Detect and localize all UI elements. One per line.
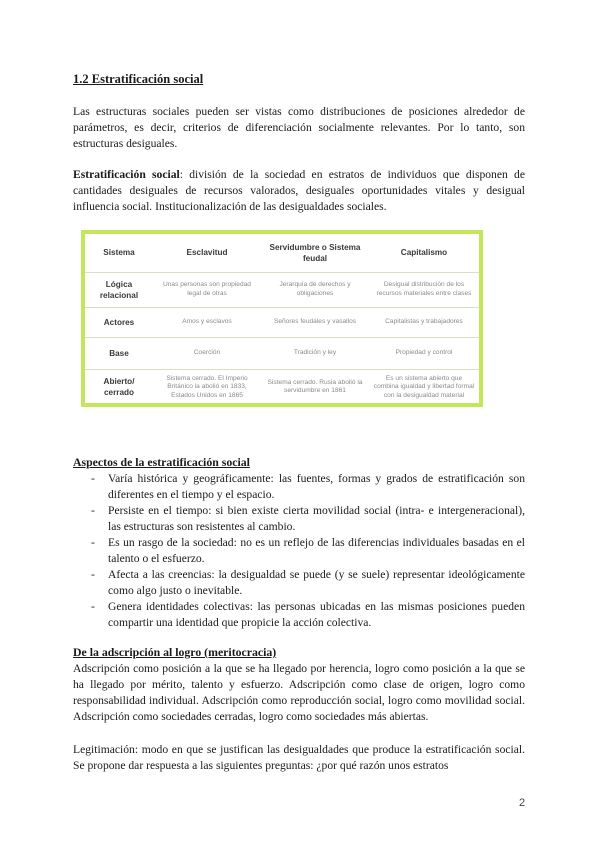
list-item [73,567,525,599]
table-cell: Sistema cerrado. Rusia abolió la servidumbre en 1861 [267,378,363,395]
table-row [85,272,479,307]
bullet-dash: - [91,472,95,485]
table-cell: Desigual distribución de los recursos materiales entre clases [369,272,479,307]
table-row [85,307,479,337]
table-row-label: Abierto/ cerrado [103,377,135,398]
table-cell: Señores feudales y vasallos [261,307,369,337]
definition-text: : división de la sociedad en estratos de individuos que disponen de cantidades desiguales de recursos valorados, desiguales oportunidades vitales y desigual influencia social. Institucionalización de las desigualdades sociales. [73,168,525,213]
legitimation-paragraph: Legitimación: modo en que se justifican las desigualdades que produce la estratificación social. Se propone dar respuesta a las siguientes preguntas: ¿por qué razón unos estratos [73,743,525,772]
list-item-text: Genera identidades colectivas: las personas ubicadas en las mismas posiciones pueden compartir una identidad que propicie la acción colectiva. [108,600,525,629]
list-item [73,535,525,567]
definition-term: Estratificación social [73,168,180,181]
bullet-dash: - [91,536,95,549]
table-header-cell: Capitalismo [369,234,479,272]
table-cell: Tradición y ley [261,337,369,369]
stratification-table [81,230,483,407]
table-row [85,337,479,369]
list-item-text: Afecta a las creencias: la desigualdad se puede (y se suele) representar ideológicamente como algo justo o inevitable. [108,568,525,597]
bullet-dash: - [91,600,95,613]
table-cell: Amos y esclavos [153,307,261,337]
definition-paragraph [73,167,525,215]
list-item-text: Persiste en el tiempo: si bien existe cierta movilidad social (intra- e intergeneracional), las estructuras son resistentes al cambio. [108,504,525,533]
intro-paragraph: Las estructuras sociales pueden ser vistas como distribuciones de posiciones alrededor de parámetros, es decir, criterios de diferenciación socialmente relevantes. Por lo tanto, son estructuras desiguales. [73,105,525,150]
list-item-text: Es un rasgo de la sociedad: no es un reflejo de las diferencias individuales basadas en el talento o el esfuerzo. [108,536,525,565]
bullet-dash: - [91,568,95,581]
table-row-label: Lógica relacional [85,272,153,307]
table-row [85,369,479,405]
list-item [73,503,525,535]
table-cell: Coerción [153,337,261,369]
table-cell: Unas personas son propiedad legal de otras [153,272,261,307]
table-cell: Sistema cerrado. El Imperio Británico la abolió en 1833, Estados Unidos en 1865 [166,374,248,399]
table-header-cell: Sistema [85,234,153,272]
ascription-title: De la adscripción al logro (meritocracia) [73,645,277,659]
table-header-cell: Esclavitud [153,234,261,272]
table-row-label: Actores [85,307,153,337]
bullet-dash: - [91,504,95,517]
aspects-title: Aspectos de la estratificación social [73,455,250,469]
table-cell: Es un sistema abierto que combina igualdad y libertad formal con la desigualdad material [373,374,475,399]
table-cell: Capitalistas y trabajadores [369,307,479,337]
table-header-row [85,234,479,272]
section-title: 1.2 Estratificación social [73,72,204,86]
ascription-paragraph: Adscripción como posición a la que se ha llegado por herencia, logro como posición a la que se ha llegado por mérito, talento y esfuerzo. Adscripción como clase de origen, logro como responsabilidad individual. Adscripción como reproducción social, logro como movilidad social. Adscripción como sociedades cerradas, logro como sociedades más abiertas. [73,662,525,723]
list-item-text: Varía histórica y geográficamente: las fuentes, formas y grados de estratificación son diferentes en el tiempo y el espacio. [108,472,525,501]
list-item [73,599,525,631]
table-cell: Propiedad y control [369,337,479,369]
list-item [73,471,525,503]
table-header-cell: Servidumbre o Sistema feudal [261,234,369,272]
table-row-label: Base [85,337,153,369]
aspects-list [73,471,525,631]
page-number: 2 [519,797,526,809]
table-cell: Jerarquía de derechos y obligaciones [261,272,369,307]
